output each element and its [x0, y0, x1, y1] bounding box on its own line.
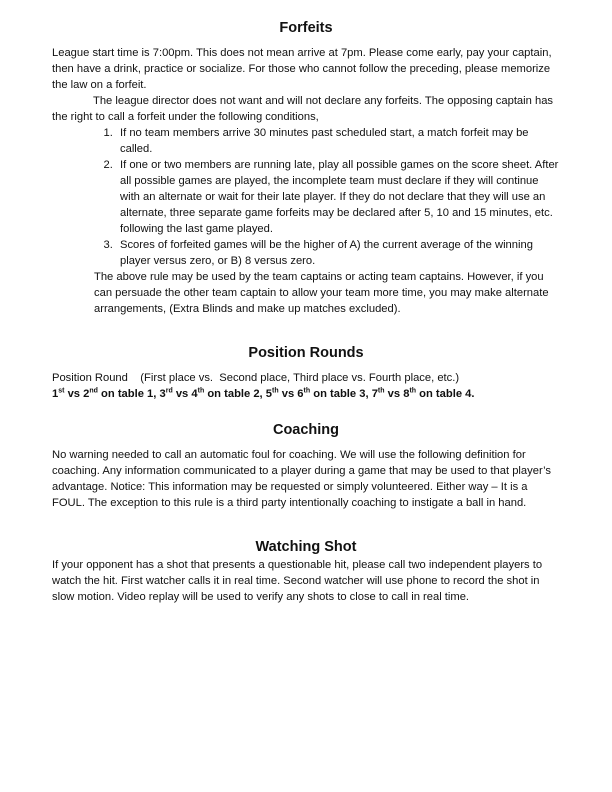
forfeit-condition-1: 1. If no team members arrive 30 minutes past scheduled start, a match forfeit may be called. [116, 125, 560, 157]
position-round-description: Position Round (First place vs. Second place, Third place vs. Fourth place, etc.) [52, 372, 460, 384]
position-rounds-section [52, 343, 560, 402]
pairing-1: 1st vs 2nd on table 1, [52, 387, 160, 400]
position-round-pairings [52, 386, 560, 402]
forfeits-intro: League start time is 7:00pm. This does not mean arrive at 7pm. Please come early, pay your captain, then have a drink, practice or socialize. For those who cannot follow the preceding, please memorize the law on a forfeit. [52, 47, 552, 91]
watching-shot-heading: Watching Shot [255, 539, 357, 555]
document-content [52, 18, 560, 605]
coaching-heading: Coaching [272, 422, 340, 438]
forfeit-condition-2: 2. If one or two members are running late, play all possible games on the score sheet. After all possible games are played, the incomplete team must declare if they will continue with an alternate or wait for their late player. If they do not declare that they will use an alternate, three separate game forfeits may be declared after 5, 10 and 15 minutes, etc. following the last game played. [116, 157, 560, 237]
forfeits-closing-paragraph: The above rule may be used by the team captains or acting team captains. However, if you can persuade the other team captain to allow your team more time, you may make alternate arrangements, (Extra Blinds and make up matches excluded). [94, 271, 549, 315]
forfeit-condition-3: 3. Scores of forfeited games will be the higher of A) the current average of the winning player versus zero, or B) 8 versus zero. [116, 237, 560, 269]
watching-shot-body: If your opponent has a shot that presents a questionable hit, please call two independent players to watch the hit. First watcher calls it in real time. Second watcher will use phone to record the shot in slow motion. Video replay will be used to verify any shots to close to call in real time. [52, 559, 543, 603]
pairing-3: 5th vs 6th on table 3, [265, 387, 372, 400]
coaching-body: No warning needed to call an automatic foul for coaching. We will use the following definition for coaching. Any information communicated to a player during a game that may be used to that player’s advantage. Notice: This information may be requested or simply volunteered. Either way – It is a FOUL. The exception to this rule is a third party intentionally coaching to instigate a ball in hand. [52, 449, 551, 509]
watching-shot-section [52, 537, 560, 605]
forfeits-section [52, 18, 560, 317]
position-rounds-heading: Position Rounds [248, 345, 364, 361]
forfeits-heading: Forfeits [279, 20, 333, 36]
pairing-4: 7th vs 8th on table 4. [371, 387, 475, 400]
pairing-2: 3rd vs 4th on table 2, [159, 387, 266, 400]
coaching-section [52, 420, 560, 511]
forfeits-director-paragraph: The league director does not want and will not declare any forfeits. The opposing captain has the right to call a forfeit under the following conditions, [52, 95, 554, 123]
forfeit-conditions-list [52, 125, 560, 269]
